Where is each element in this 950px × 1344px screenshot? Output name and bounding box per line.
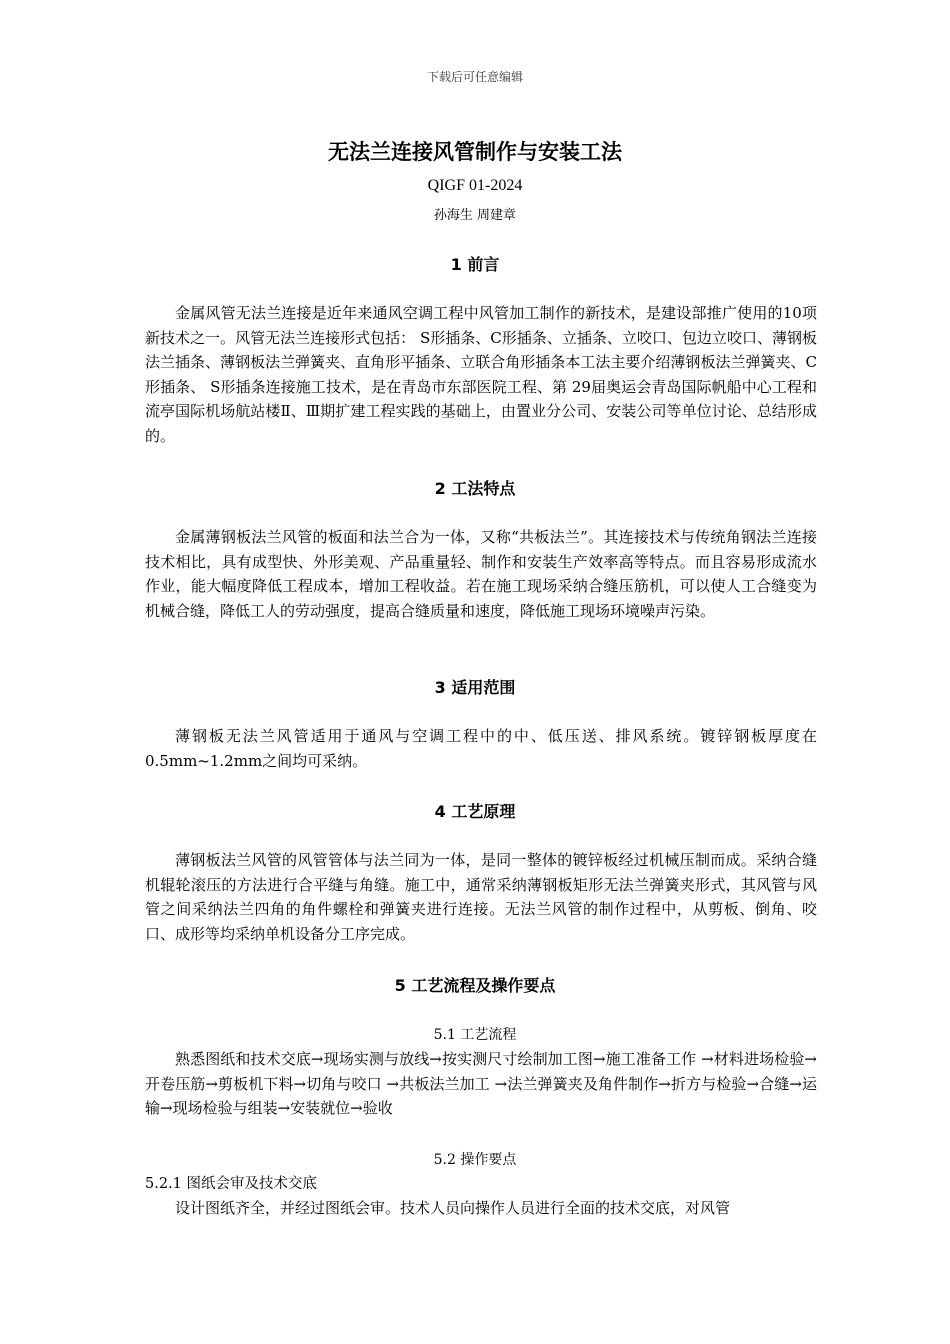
- subsection-heading-5-1: 5.1 工艺流程: [433, 1027, 517, 1043]
- document-authors: 孙海生 周建章: [433, 208, 517, 223]
- document-code: QIGF 01-2024: [427, 177, 523, 194]
- section-heading-4: 4 工艺原理: [434, 802, 516, 821]
- section-3-paragraph: 薄钢板无法兰风管适用于通风与空调工程中的中、低压送、排风系统。镀锌钢板厚度在0.5mm~1.2mm之间均可采纳。: [145, 727, 817, 770]
- section-2-paragraph: 金属薄钢板法兰风管的板面和法兰合为一体，又称“共板法兰”。其连接技术与传统角钢法兰连接技术相比，具有成型快、外形美观、产品重量轻、制作和安装生产效率高等特点。而且容易形成流水作业，能大幅度降低工程成本，增加工程收益。若在施工现场采纳合缝压筋机，可以使人工合缝变为机械合缝，降低工人的劳动强度，提高合缝质量和速度，降低施工现场环境噪声污染。: [145, 528, 817, 620]
- section-1-paragraph: 金属风管无法兰连接是近年来通风空调工程中风管加工制作的新技术，是建设部推广使用的10项新技术之一。风管无法兰连接形式包括： S形插条、C形插条、立插条、立咬口、包边立咬口、薄钢板法兰插条、薄钢板法兰弹簧夹、直角形平插条、立联合角形插条本工法主要介绍薄钢板法兰弹簧夹、C形插条、 S形插条连接施工技术，是在青岛市东部医院工程、第 29届奥运会青岛国际帆船中心工程和流亭国际机场航站楼Ⅱ、Ⅲ期扩建工程实践的基础上，由置业分公司、安装公司等单位讨论、总结形成的。: [145, 304, 817, 445]
- section-heading-1: 1 前言: [450, 255, 500, 274]
- page-header: 下载后可任意编辑: [426, 70, 523, 84]
- section-4-paragraph: 薄钢板法兰风管的风管管体与法兰同为一体，是同一整体的镀锌板经过机械压制而成。采纳合缝机辊轮滚压的方法进行合平缝与角缝。施工中，通常采纳薄钢板矩形无法兰弹簧夹形式，其风管与风管之间采纳法兰四角的角件螺栓和弹簧夹进行连接。无法兰风管的制作过程中，从剪板、倒角、咬口、成形等均采纳单机设备分工序完成。: [145, 851, 817, 943]
- section-heading-2: 2 工法特点: [434, 479, 516, 498]
- item-5-2-1-paragraph: 设计图纸齐全，并经过图纸会审。技术人员向操作人员进行全面的技术交底，对风管: [175, 1199, 731, 1217]
- section-heading-5: 5 工艺流程及操作要点: [394, 976, 556, 995]
- item-heading-5-2-1: 5.2.1 图纸会审及技术交底: [145, 1176, 318, 1192]
- subsection-5-1-paragraph: 熟悉图纸和技术交底→现场实测与放线→按实测尺寸绘制加工图→施工准备工作 →材料进场检验→开卷压筋→剪板机下料→切角与咬口 →共板法兰加工 →法兰弹簧夹及角件制作→折方与检验→合缝→运输→现场检验与组装→安装就位→验收: [145, 1050, 817, 1117]
- document-title: 无法兰连接风管制作与安装工法: [328, 140, 622, 164]
- subsection-heading-5-2: 5.2 操作要点: [433, 1152, 517, 1168]
- section-heading-3: 3 适用范围: [434, 678, 516, 697]
